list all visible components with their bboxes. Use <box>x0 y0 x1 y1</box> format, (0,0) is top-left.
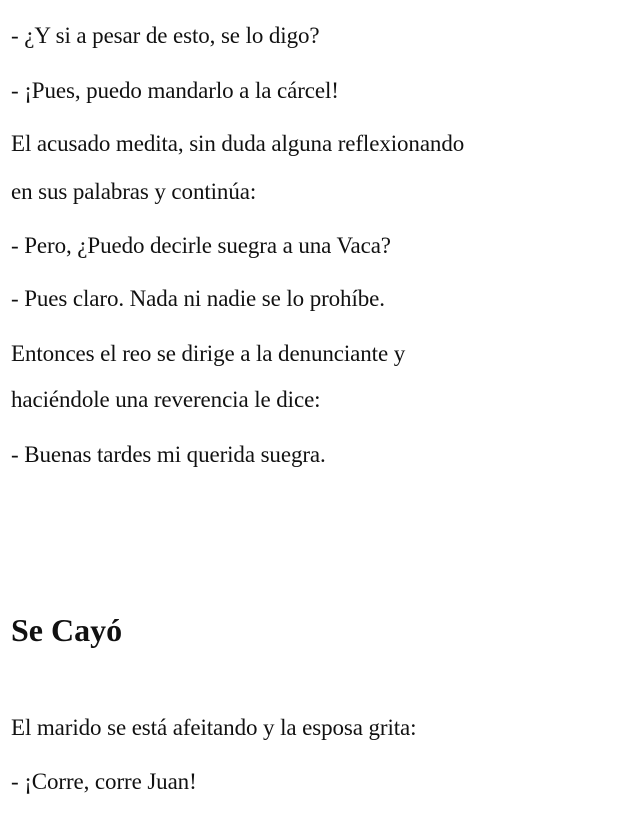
section-title: Se Cayó <box>11 612 123 648</box>
narration-line: en sus palabras y continúa: <box>11 179 257 204</box>
narration-line: El marido se está afeitando y la esposa grita: <box>11 715 417 740</box>
dialogue-line: - ¡Pues, puedo mandarlo a la cárcel! <box>11 78 339 103</box>
dialogue-line: - Pues claro. Nada ni nadie se lo prohíbe. <box>11 286 385 311</box>
dialogue-line: - Buenas tardes mi querida suegra. <box>11 442 326 467</box>
dialogue-line: - Pero, ¿Puedo decirle suegra a una Vaca? <box>11 233 391 258</box>
narration-line: haciéndole una reverencia le dice: <box>11 387 321 412</box>
narration-line: El acusado medita, sin duda alguna reflexionando <box>11 131 465 156</box>
dialogue-line: - ¿Y si a pesar de esto, se lo digo? <box>11 23 320 48</box>
dialogue-line: - ¡Corre, corre Juan! <box>11 769 197 794</box>
narration-line: Entonces el reo se dirige a la denunciante y <box>11 341 406 366</box>
